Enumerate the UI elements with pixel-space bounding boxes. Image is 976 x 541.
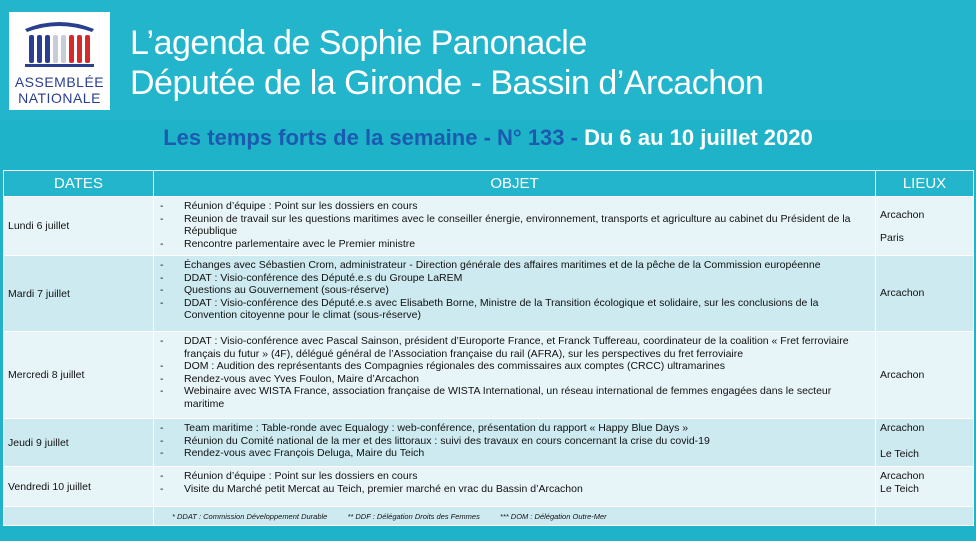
bottom-strip [0,533,976,541]
week-heading-number: Les temps forts de la semaine - N° 133 - [163,125,578,150]
column-header-objet: OBJET [154,171,876,197]
assemblee-nationale-logo [9,12,110,110]
row-lieux [876,419,974,467]
list-item: - Team maritime : Table-ronde avec Equalogy : web-conférence, présentation du rapport « Happy Blue Days » [172,422,871,435]
row-date: Vendredi 10 juillet [4,467,154,507]
location: Le Teich [880,447,919,460]
footnote: ** DDF : Délégation Droits des Femmes [347,511,480,521]
list-item: - DDAT : Visio-conférence avec Pascal Sainson, président d’Europorte France, et Franck Tuffereau, coordinateur de la coalition « Fret ferroviaire français du futur » (4F), délégué général de l’Association française du rail (AFRA), sur les perspectives du fret ferroviaire [172,335,871,360]
logo-text-line1: ASSEMBLÉE [14,74,105,90]
row-date: Mercredi 8 juillet [4,332,154,419]
footnote-empty-cell [4,507,154,526]
column-header-lieux: LIEUX [876,171,974,197]
table-header-row [4,171,974,197]
list-item: - Échanges avec Sébastien Crom, administrateur - Direction générale des affaires maritimes et de la pêche de la Commission européenne [172,259,871,272]
logo-text-line2: NATIONALE [18,90,101,106]
table-row [4,467,974,507]
header-banner [0,0,976,120]
list-item: - DDAT : Visio-conférence des Député.e.s du Groupe LaREM [172,272,871,285]
footnote: *** DOM : Délégation Outre-Mer [499,511,607,521]
row-date: Lundi 6 juillet [4,197,154,256]
list-item: - Rencontre parlementaire avec le Premier ministre [172,238,871,251]
footnotes-row [4,507,974,526]
list-item: - Réunion d’équipe : Point sur les dossiers en cours [172,470,871,483]
row-objet [154,256,876,332]
week-heading [0,125,976,151]
row-date: Mardi 7 juillet [4,256,154,332]
footnote-empty-cell [876,507,974,526]
row-objet [154,332,876,419]
agenda-table [3,170,974,526]
row-objet [154,197,876,256]
row-objet [154,467,876,507]
row-date: Jeudi 9 juillet [4,419,154,467]
row-lieux [876,197,974,256]
hemicycle-icon [19,17,100,69]
footnote: * DDAT : Commission Développement Durable [172,511,328,521]
page-subtitle: Députée de la Gironde - Bassin d’Arcachon [130,64,764,102]
table-row [4,197,974,256]
table-row [4,419,974,467]
location: Arcachon [880,287,925,300]
location: Arcachon [880,209,925,221]
week-heading-dates: Du 6 au 10 juillet 2020 [584,125,813,150]
list-item: - Rendez-vous avec Yves Foulon, Maire d’Arcachon [172,373,871,386]
list-item: - DOM : Audition des représentants des Compagnies régionales des commissaires aux comptes (CRCC) ultramarines [172,360,871,373]
list-item: - Réunion du Comité national de la mer et des littoraux : suivi des travaux en cours concernant la crise du covid-19 [172,435,871,448]
list-item: - Visite du Marché petit Mercat au Teich, premier marché en vrac du Bassin d’Arcachon [172,483,871,496]
list-item: - Reunion de travail sur les questions maritimes avec le conseiller énergie, environnement, transports et agriculture au cabinet du Président de la République [172,213,871,238]
table-row [4,332,974,419]
list-item: - Questions au Gouvernement (sous-réserve) [172,284,871,297]
location: Le Teich [880,482,919,495]
footnotes [154,507,876,526]
row-lieux [876,467,974,507]
row-lieux [876,256,974,332]
row-lieux [876,332,974,419]
row-objet [154,419,876,467]
location: Arcachon [880,470,925,482]
list-item: - Rendez-vous avec François Deluga, Maire du Teich [172,447,871,460]
column-header-dates: DATES [4,171,154,197]
page-title: L’agenda de Sophie Panonacle [130,24,587,62]
list-item: - DDAT : Visio-conférence des Député.e.s avec Elisabeth Borne, Ministre de la Transition écologique et solidaire, sur les conclusions de la Convention citoyenne pour le climat (sous-réserve) [172,297,871,322]
table-row [4,256,974,332]
location: Paris [880,231,904,244]
list-item: - Webinaire avec WISTA France, association française de WISTA International, un réseau international de femmes engagées dans le secteur maritime [172,385,871,410]
location: Arcachon [880,422,925,434]
list-item: - Réunion d’équipe : Point sur les dossiers en cours [172,200,871,213]
location: Arcachon [880,368,925,381]
